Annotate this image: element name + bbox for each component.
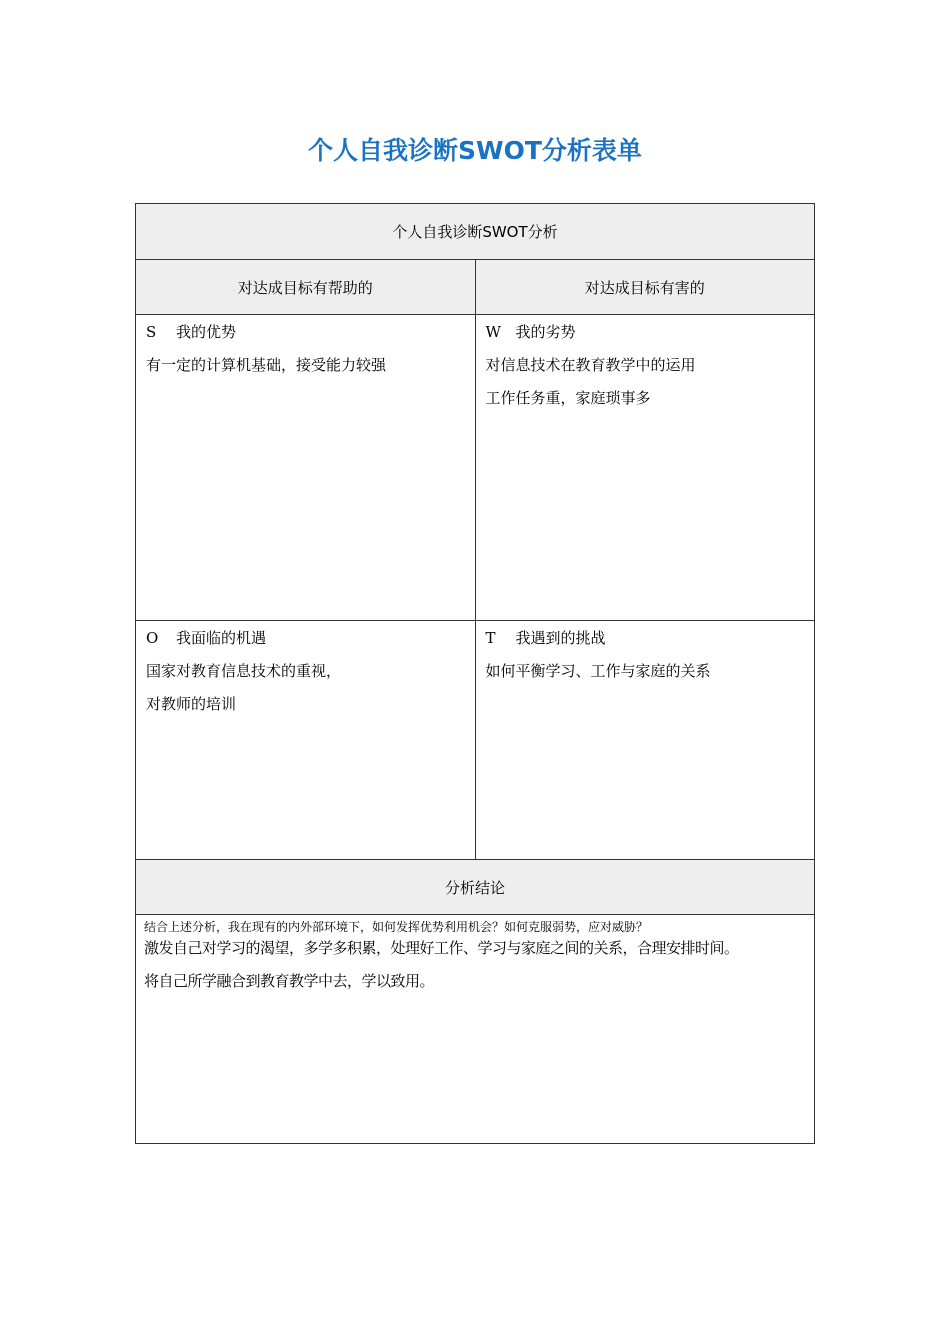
internal-row [136,315,815,621]
opportunities-item: 国家对教育信息技术的重视， [146,662,342,680]
strengths-letter: S [146,323,157,341]
weaknesses-cell [475,315,815,621]
helpful-header: 对达成目标有帮助的 [136,260,476,315]
document-title: 个人自我诊断SWOT分析表单 [308,136,642,165]
column-header-row [136,260,815,315]
weaknesses-item: 对信息技术在教育教学中的运用 [485,356,696,374]
threats-cell [475,621,815,860]
table-title: 个人自我诊断SWOT分析 [136,204,815,260]
strengths-label: 我的优势 [176,323,237,341]
swot-table [135,203,815,1144]
opportunities-letter: O [146,629,159,647]
harmful-header: 对达成目标有害的 [475,260,815,315]
conclusion-line: 激发自己对学习的渴望，多学多积累，处理好工作、学习与家庭之间的关系，合理安排时间。 [144,939,739,957]
strengths-cell [136,315,476,621]
strengths-item: 有一定的计算机基础，接受能力较强 [146,356,387,374]
opportunities-label: 我面临的机遇 [176,629,267,647]
conclusion-row [136,915,815,1144]
weaknesses-letter: W [485,323,501,341]
threats-item: 如何平衡学习、工作与家庭的关系 [485,662,711,680]
opportunities-cell [136,621,476,860]
conclusion-prompt: 结合上述分析，我在现有的内外部环境下，如何发挥优势利用机会？如何克服弱势，应对威胁？ [144,920,649,934]
weaknesses-heading [486,319,805,345]
threats-letter: T [485,629,496,647]
table-title-row [136,204,815,260]
conclusion-header: 分析结论 [136,860,815,915]
threats-heading [486,625,805,651]
conclusion-line: 将自己所学融合到教育教学中去，学以致用。 [144,972,435,990]
opportunities-heading [146,625,465,651]
threats-label: 我遇到的挑战 [515,629,606,647]
conclusion-cell [136,915,815,1144]
weaknesses-item: 工作任务重，家庭琐事多 [485,389,651,407]
external-row [136,621,815,860]
conclusion-header-row [136,860,815,915]
weaknesses-label: 我的劣势 [515,323,576,341]
strengths-heading [146,319,465,345]
opportunities-item: 对教师的培训 [146,695,237,713]
